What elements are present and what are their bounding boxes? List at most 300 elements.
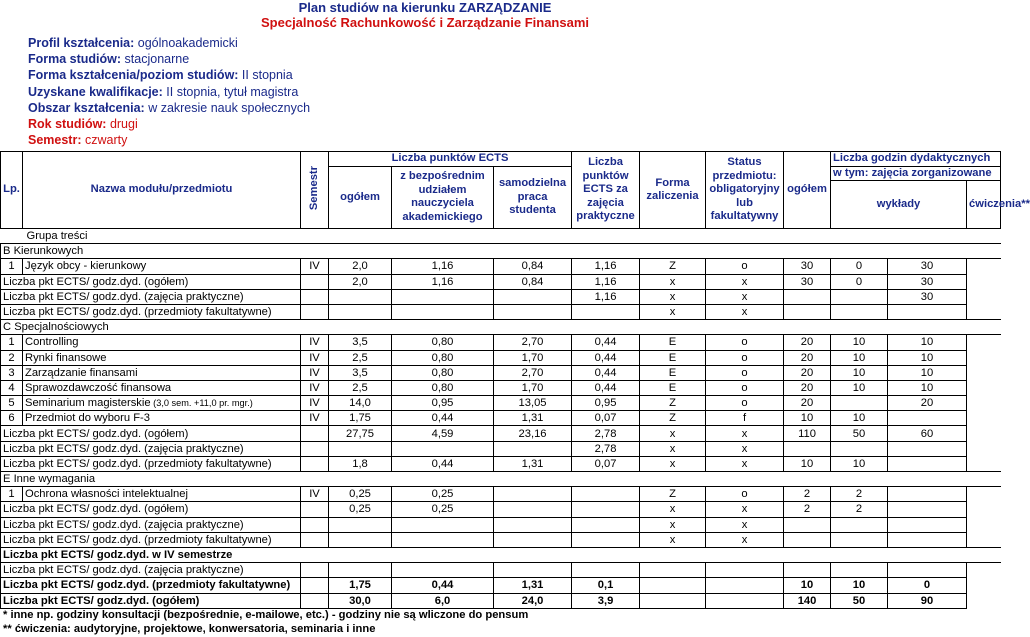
table-cell <box>301 547 329 562</box>
table-cell: x <box>640 289 706 304</box>
table-cell <box>831 532 888 547</box>
table-cell <box>640 578 706 593</box>
table-cell: o <box>706 487 784 502</box>
profile-line <box>28 51 310 67</box>
table-cell <box>392 563 494 578</box>
profile-line <box>28 84 310 100</box>
table-cell: 110 <box>784 426 831 441</box>
table-cell: x <box>706 532 784 547</box>
table-cell <box>706 563 784 578</box>
table-cell <box>392 229 494 244</box>
table-cell: 2,78 <box>572 441 640 456</box>
table-row <box>1 396 1001 411</box>
profile-label: Rok studiów: <box>28 117 107 132</box>
profile-line <box>28 67 310 83</box>
table-cell <box>494 517 572 532</box>
profile-value: czwarty <box>81 133 128 148</box>
table-cell <box>572 563 640 578</box>
table-row <box>1 563 1001 578</box>
table-cell <box>784 320 831 335</box>
table-cell: 0,80 <box>392 365 494 380</box>
table-cell <box>831 563 888 578</box>
col-samodzielna: samodzielna praca studenta <box>494 166 572 229</box>
table-cell <box>888 547 967 562</box>
table-cell: 27,75 <box>329 426 392 441</box>
table-cell <box>967 547 1001 562</box>
table-cell: x <box>640 274 706 289</box>
profile-value: ogólnoakademicki <box>134 36 238 50</box>
table-cell: Z <box>640 487 706 502</box>
table-cell: Zarządzanie finansami <box>23 365 301 380</box>
table-cell: 1,70 <box>494 350 572 365</box>
table-row <box>1 547 1001 562</box>
table-cell: 0,07 <box>572 456 640 471</box>
table-cell: 10 <box>888 350 967 365</box>
table-cell: x <box>640 517 706 532</box>
table-row <box>1 320 1001 335</box>
table-cell: 1,75 <box>329 578 392 593</box>
table-cell <box>831 517 888 532</box>
table-cell <box>784 441 831 456</box>
table-cell: o <box>706 380 784 395</box>
table-cell: Rynki finansowe <box>23 350 301 365</box>
table-cell <box>392 304 494 319</box>
table-cell: x <box>706 502 784 517</box>
profile-label: Profil kształcenia: <box>28 36 135 50</box>
table-cell: 10 <box>784 456 831 471</box>
table-cell: E <box>640 380 706 395</box>
table-cell: 60 <box>888 426 967 441</box>
table-cell: 10 <box>831 456 888 471</box>
table-cell: Z <box>640 259 706 274</box>
table-cell: 10 <box>831 380 888 395</box>
table-cell: 0,1 <box>572 578 640 593</box>
table-cell <box>572 244 640 259</box>
col-ects-group: Liczba punktów ECTS <box>329 152 572 167</box>
col-module: Nazwa modułu/przedmiotu <box>23 152 301 229</box>
table-cell: x <box>706 304 784 319</box>
profile-value: stacjonarne <box>121 52 190 67</box>
table-cell: 2,5 <box>329 380 392 395</box>
table-cell <box>784 304 831 319</box>
table-cell: IV <box>301 350 329 365</box>
col-bezposrednim: z bezpośrednim udziałem nauczyciela akademickiego <box>392 166 494 229</box>
table-cell: 10 <box>888 335 967 350</box>
table-cell: 2,5 <box>329 350 392 365</box>
footnote-2: ** ćwiczenia: audytoryjne, projektowe, konwersatoria, seminaria i inne <box>3 623 376 635</box>
table-cell: 1,16 <box>392 274 494 289</box>
table-cell <box>572 502 640 517</box>
profile-value: w zakresie nauk społecznych <box>144 100 311 115</box>
table-cell <box>784 289 831 304</box>
table-cell: E <box>640 350 706 365</box>
page-subtitle: Specjalność Rachunkowość i Zarządzanie Finansami <box>261 15 589 30</box>
table-cell <box>301 304 329 319</box>
table-cell: 0,44 <box>392 456 494 471</box>
table-row <box>1 244 1001 259</box>
table-cell <box>392 441 494 456</box>
table-cell <box>301 563 329 578</box>
table-row <box>1 380 1001 395</box>
table-row <box>1 229 1001 244</box>
table-row <box>1 289 1001 304</box>
table-cell <box>329 441 392 456</box>
table-cell <box>301 426 329 441</box>
table-cell: 1,16 <box>392 259 494 274</box>
profile-label: Forma studiów: <box>28 52 122 67</box>
table-cell: IV <box>301 335 329 350</box>
table-cell <box>572 517 640 532</box>
table-cell <box>301 472 329 487</box>
table-cell <box>831 472 888 487</box>
table-cell: 0,44 <box>572 365 640 380</box>
table-cell: Liczba pkt ECTS/ godz.dyd. (ogółem) <box>1 502 301 517</box>
table-cell: Liczba pkt ECTS/ godz.dyd. (ogółem) <box>1 593 301 608</box>
table-cell: 0,25 <box>392 487 494 502</box>
table-cell: 0,95 <box>572 396 640 411</box>
table-cell <box>967 229 1001 244</box>
table-cell <box>329 229 392 244</box>
table-cell: Liczba pkt ECTS/ godz.dyd. (zajęcia praktyczne) <box>1 441 301 456</box>
table-cell <box>392 472 494 487</box>
table-cell: 6,0 <box>392 593 494 608</box>
table-cell: 30 <box>784 274 831 289</box>
table-row <box>1 304 1001 319</box>
table-cell: Liczba pkt ECTS/ godz.dyd. (przedmioty fakultatywne) <box>1 304 301 319</box>
col-hours-group: Liczba godzin dydaktycznych <box>831 152 1001 167</box>
table-cell: IV <box>301 487 329 502</box>
table-cell: 0 <box>831 259 888 274</box>
table-cell: 1,31 <box>494 578 572 593</box>
table-cell <box>831 547 888 562</box>
table-cell <box>784 472 831 487</box>
table-cell: 50 <box>831 593 888 608</box>
profile-label: Semestr: <box>28 133 82 148</box>
table-cell: 30,0 <box>329 593 392 608</box>
table-cell <box>888 517 967 532</box>
table-cell: 20 <box>784 350 831 365</box>
table-cell <box>301 532 329 547</box>
table-cell: 10 <box>831 335 888 350</box>
table-cell: 23,16 <box>494 426 572 441</box>
col-w-tym: w tym: zajęcia zorganizowane <box>831 166 1001 181</box>
table-cell: 1,75 <box>329 411 392 426</box>
table-cell: Przedmiot do wyboru F-3 <box>23 411 301 426</box>
table-row <box>1 472 1001 487</box>
table-cell <box>301 593 329 608</box>
table-cell <box>392 289 494 304</box>
table-cell <box>494 472 572 487</box>
table-cell: 3,9 <box>572 593 640 608</box>
table-cell <box>392 244 494 259</box>
table-cell <box>831 304 888 319</box>
table-cell: 5 <box>1 396 23 411</box>
table-cell: 0,95 <box>392 396 494 411</box>
table-cell: o <box>706 396 784 411</box>
table-row <box>1 502 1001 517</box>
table-cell <box>784 563 831 578</box>
table-cell <box>572 472 640 487</box>
col-status: Status przedmiotu: obligatoryjny lub fakultatywny <box>706 152 784 229</box>
table-cell <box>329 320 392 335</box>
col-cwiczenia: ćwiczenia** <box>967 181 1001 229</box>
table-cell: 0 <box>888 578 967 593</box>
table-row <box>1 350 1001 365</box>
table-cell <box>706 547 784 562</box>
table-cell: Z <box>640 411 706 426</box>
table-cell: 0,80 <box>392 350 494 365</box>
table-cell <box>967 472 1001 487</box>
table-cell <box>831 229 888 244</box>
table-cell: x <box>640 304 706 319</box>
table-cell: 10 <box>888 365 967 380</box>
table-cell: 3,5 <box>329 335 392 350</box>
profile-line <box>28 132 310 148</box>
table-cell: 20 <box>784 396 831 411</box>
table-cell <box>572 304 640 319</box>
table-cell: Seminarium magisterskie (3,0 sem. +11,0 pr. mgr.) <box>23 396 301 411</box>
table-row <box>1 532 1001 547</box>
table-cell: 10 <box>784 411 831 426</box>
table-row <box>1 274 1001 289</box>
table-cell <box>494 441 572 456</box>
table-cell: 1 <box>1 259 23 274</box>
item-note: (3,0 sem. +11,0 pr. mgr.) <box>150 398 253 409</box>
table-cell: 10 <box>831 578 888 593</box>
table-cell: 0,25 <box>392 502 494 517</box>
table-cell: Język obcy - kierunkowy <box>23 259 301 274</box>
table-cell: Liczba pkt ECTS/ godz.dyd. (zajęcia praktyczne) <box>1 289 301 304</box>
table-cell <box>572 532 640 547</box>
table-cell <box>572 487 640 502</box>
table-cell <box>494 502 572 517</box>
table-cell: 0,44 <box>392 578 494 593</box>
table-cell: 0,07 <box>572 411 640 426</box>
table-cell <box>329 244 392 259</box>
table-cell <box>329 563 392 578</box>
table-cell <box>784 517 831 532</box>
table-cell <box>329 532 392 547</box>
table-cell: Liczba pkt ECTS/ godz.dyd. w IV semestrze <box>1 547 301 562</box>
table-cell: 1 <box>1 487 23 502</box>
table-cell: 1,31 <box>494 456 572 471</box>
col-wyklady: wykłady <box>831 181 967 229</box>
table-cell <box>706 229 784 244</box>
table-cell: 2 <box>831 502 888 517</box>
page-title: Plan studiów na kierunku ZARZĄDZANIE <box>298 0 552 15</box>
table-row <box>1 593 1001 608</box>
table-cell <box>640 593 706 608</box>
table-cell: 10 <box>831 411 888 426</box>
table-cell <box>494 532 572 547</box>
table-row <box>1 335 1001 350</box>
table-row <box>1 365 1001 380</box>
table-cell <box>888 229 967 244</box>
table-cell: 0 <box>831 274 888 289</box>
table-cell: x <box>706 517 784 532</box>
table-cell <box>640 244 706 259</box>
table-cell: E <box>640 365 706 380</box>
table-cell: Ochrona własności intelektualnej <box>23 487 301 502</box>
table-cell: 20 <box>888 396 967 411</box>
profile-label: Obszar kształcenia: <box>28 100 145 115</box>
table-cell: 0,84 <box>494 274 572 289</box>
table-cell: 0,44 <box>392 411 494 426</box>
table-cell: 10 <box>888 380 967 395</box>
table-cell: 14,0 <box>329 396 392 411</box>
table-cell <box>640 229 706 244</box>
table-cell: 2 <box>831 487 888 502</box>
table-cell <box>301 320 329 335</box>
table-cell <box>888 502 967 517</box>
col-punkty-praktyczne: Liczba punktów ECTS za zajęcia praktyczne <box>572 152 640 229</box>
table-cell: 2 <box>784 502 831 517</box>
table-cell: 30 <box>888 259 967 274</box>
table-cell <box>888 441 967 456</box>
table-cell <box>706 593 784 608</box>
table-cell: x <box>706 441 784 456</box>
table-cell <box>784 229 831 244</box>
table-cell <box>329 289 392 304</box>
table-cell: Sprawozdawczość finansowa <box>23 380 301 395</box>
table-cell <box>494 547 572 562</box>
table-cell: 0,44 <box>572 335 640 350</box>
table-cell: Liczba pkt ECTS/ godz.dyd. (przedmioty fakultatywne) <box>1 578 301 593</box>
table-cell <box>301 229 329 244</box>
table-cell: 2,78 <box>572 426 640 441</box>
table-cell <box>640 320 706 335</box>
table-cell: 1 <box>1 335 23 350</box>
table-cell <box>706 578 784 593</box>
table-cell <box>706 472 784 487</box>
table-cell: 1,16 <box>572 274 640 289</box>
table-cell <box>392 517 494 532</box>
table-cell: o <box>706 335 784 350</box>
table-cell <box>392 320 494 335</box>
table-cell <box>494 304 572 319</box>
table-cell: 3,5 <box>329 365 392 380</box>
table-cell <box>494 289 572 304</box>
table-cell: 0,44 <box>572 350 640 365</box>
table-cell: o <box>706 365 784 380</box>
table-cell <box>784 547 831 562</box>
profile-label: Forma kształcenia/poziom studiów: <box>28 68 239 83</box>
table-cell <box>301 244 329 259</box>
table-cell: E <box>640 335 706 350</box>
table-cell: x <box>706 289 784 304</box>
table-cell: f <box>706 411 784 426</box>
table-cell <box>329 304 392 319</box>
col-forma: Forma zaliczenia <box>640 152 706 229</box>
table-cell: IV <box>301 365 329 380</box>
table-cell: 24,0 <box>494 593 572 608</box>
table-row <box>1 441 1001 456</box>
col-lp: Lp. <box>1 152 23 229</box>
table-cell: 1,70 <box>494 380 572 395</box>
table-cell <box>494 244 572 259</box>
table-row <box>1 578 1001 593</box>
table-cell <box>494 229 572 244</box>
profile-line <box>28 100 310 116</box>
table-cell: Liczba pkt ECTS/ godz.dyd. (zajęcia praktyczne) <box>1 563 301 578</box>
table-cell <box>392 532 494 547</box>
table-row <box>1 411 1001 426</box>
table-cell: 0,80 <box>392 335 494 350</box>
table-cell: 90 <box>888 593 967 608</box>
table-cell <box>831 289 888 304</box>
table-cell: 10 <box>784 578 831 593</box>
table-row <box>1 487 1001 502</box>
table-cell: 0,25 <box>329 487 392 502</box>
table-cell: 30 <box>888 289 967 304</box>
table-cell: IV <box>301 380 329 395</box>
table-cell <box>967 320 1001 335</box>
footnote-1: * inne np. godziny konsultacji (bezpośrednie, e-mailowe, etc.) - godziny nie są wliczone do pensum <box>3 609 529 621</box>
table-cell: x <box>640 426 706 441</box>
table-cell: 10 <box>831 365 888 380</box>
table-cell <box>301 578 329 593</box>
profile-line <box>28 116 310 132</box>
table-cell <box>301 517 329 532</box>
table-cell: 2,0 <box>329 274 392 289</box>
table-cell <box>784 532 831 547</box>
table-cell: Liczba pkt ECTS/ godz.dyd. (przedmioty fakultatywne) <box>1 456 301 471</box>
table-cell: 0,44 <box>572 380 640 395</box>
table-cell: 30 <box>888 274 967 289</box>
table-cell: 2,0 <box>329 259 392 274</box>
table-cell <box>831 396 888 411</box>
table-cell <box>888 487 967 502</box>
col-ogolem-hours: ogółem <box>784 152 831 229</box>
table-cell: x <box>706 274 784 289</box>
table-cell: x <box>640 532 706 547</box>
table-cell: 2 <box>784 487 831 502</box>
table-cell <box>706 244 784 259</box>
table-cell: 1,8 <box>329 456 392 471</box>
table-cell <box>301 274 329 289</box>
profile-line <box>28 35 310 51</box>
table-cell <box>888 563 967 578</box>
table-row <box>1 456 1001 471</box>
table-cell: 2,70 <box>494 335 572 350</box>
table-cell: x <box>640 456 706 471</box>
table-cell: 3 <box>1 365 23 380</box>
profile-info <box>28 35 310 148</box>
table-cell: x <box>706 456 784 471</box>
table-cell: x <box>640 441 706 456</box>
table-cell: 20 <box>784 365 831 380</box>
table-row <box>1 426 1001 441</box>
table-cell: 1,31 <box>494 411 572 426</box>
table-cell <box>329 472 392 487</box>
table-cell <box>329 547 392 562</box>
table-cell: 50 <box>831 426 888 441</box>
table-cell <box>831 244 888 259</box>
table-cell <box>888 456 967 471</box>
table-cell: x <box>640 502 706 517</box>
table-cell: Liczba pkt ECTS/ godz.dyd. (przedmioty fakultatywne) <box>1 532 301 547</box>
table-cell <box>572 547 640 562</box>
table-cell <box>494 563 572 578</box>
table-cell <box>640 563 706 578</box>
table-cell: 2,70 <box>494 365 572 380</box>
table-cell: IV <box>301 259 329 274</box>
col-semestr: Semestr <box>301 152 329 229</box>
table-cell: 0,84 <box>494 259 572 274</box>
table-cell: 4 <box>1 380 23 395</box>
table-cell: 2 <box>1 350 23 365</box>
table-cell: Liczba pkt ECTS/ godz.dyd. (ogółem) <box>1 274 301 289</box>
